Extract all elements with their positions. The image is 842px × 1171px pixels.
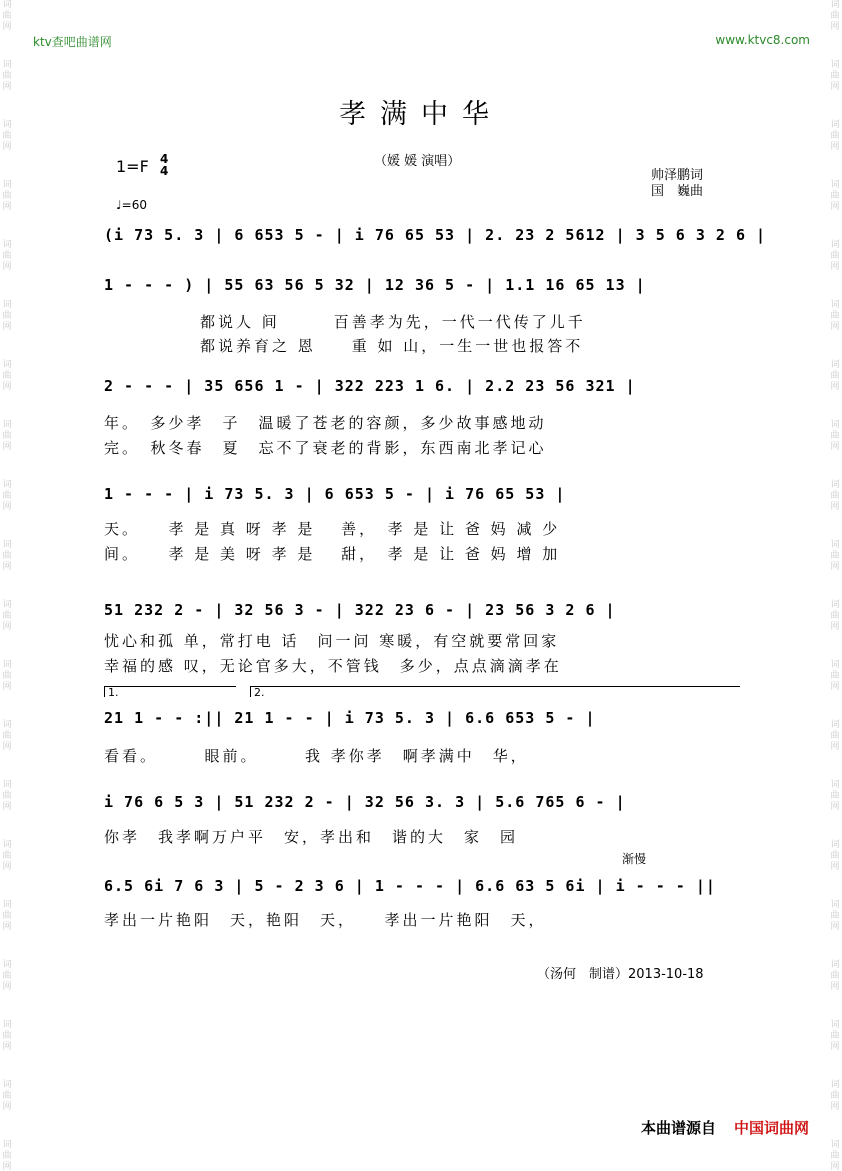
side-watermark-text: 词曲网 [830,900,840,932]
notation-line: 51 232 2 - | 32 56 3 - | 322 23 6 - | 23 56 3 2 6 | [104,601,616,619]
side-watermark-text: 词曲网 [830,840,840,872]
lyricist: 帅泽鹏词 [651,168,704,183]
lyric-line: 天。 孝 是 真 呀 孝 是 善， 孝 是 让 爸 妈 减 少 [104,520,561,538]
staff-row-4 [104,481,740,511]
side-watermark-text: 词曲网 [830,600,840,632]
side-watermark-text: 词曲网 [2,240,12,272]
side-watermark-text: 词曲网 [2,480,12,512]
lyric-line: 都说养育之 恩 重 如 山，一生一世也报答不 [200,337,584,355]
transcription-credit: （汤何 制谱）2013-10-18 [537,967,704,982]
notation-line: 1 - - - | i 73 5. 3 | 6 653 5 - | i 76 65 53 | [104,485,566,503]
lyric-line: 都说人 间 百善孝为先，一代一代传了儿千 [200,313,586,331]
notation-line: (i 73 5. 3 | 6 653 5 - | i 76 65 53 | 2. 23 2 5612 | 3 5 6 3 2 6 | [104,226,767,244]
notation-line: 21 1 - - :|| 21 1 - - | i 73 5. 3 | 6.6 653 5 - | [104,709,596,727]
site-name-left[interactable]: ktv查吧曲谱网 [33,35,112,49]
side-watermark-text: 词曲网 [830,300,840,332]
lyric-line: 你孝 我孝啊万户平 安，孝出和 谐的大 家 园 [104,828,519,846]
side-watermark-text: 词曲网 [2,420,12,452]
lyric-line: 看看。 眼前。 我 孝你孝 啊孝满中 华， [104,747,529,765]
side-watermark-text: 词曲网 [830,960,840,992]
side-watermark-text: 词曲网 [830,780,840,812]
side-watermark-text: 词曲网 [830,60,840,92]
side-watermark-text: 词曲网 [2,120,12,152]
side-watermark-text: 词曲网 [2,1020,12,1052]
staff-row-7 [104,789,740,819]
side-watermark-text: 词曲网 [830,1080,840,1112]
time-signature-top: 4 [160,152,169,166]
left-watermark-strip [0,0,14,1171]
notation-line: i 76 6 5 3 | 51 232 2 - | 32 56 3. 3 | 5.6 765 6 - | [104,793,626,811]
side-watermark-text: 词曲网 [830,120,840,152]
side-watermark-text: 词曲网 [830,240,840,272]
notation-line: 1 - - - ) | 55 63 56 5 32 | 12 36 5 - | 1.1 16 65 13 | [104,276,646,294]
staff-row-3 [104,373,740,403]
right-watermark-strip [828,0,842,1171]
side-watermark-text: 词曲网 [2,780,12,812]
volta-second-ending: 2. [250,686,740,697]
tempo-marking: ♩=60 [116,198,147,212]
staff-row-6 [104,705,740,735]
time-signature-bottom: 4 [160,164,169,178]
side-watermark-text: 词曲网 [830,180,840,212]
performer: （媛 媛 演唱） [374,154,461,169]
footer-source-site[interactable]: 中国词曲网 [733,1119,809,1137]
footer-source-label: 本曲谱源自 [640,1119,716,1137]
notation-line: 2 - - - | 35 656 1 - | 322 223 1 6. | 2.2 23 56 321 | [104,377,636,395]
side-watermark-text: 词曲网 [2,900,12,932]
side-watermark-text: 词曲网 [2,0,12,32]
time-signature [160,153,168,177]
staff-row-2 [104,272,740,302]
side-watermark-text: 词曲网 [2,660,12,692]
side-watermark-text: 词曲网 [830,480,840,512]
side-watermark-text: 词曲网 [2,1140,12,1171]
side-watermark-text: 词曲网 [830,420,840,452]
staff-row-5 [104,597,740,627]
lyric-line: 孝出一片艳阳 天，艳阳 天， 孝出一片艳阳 天， [104,911,547,929]
lyric-line: 完。 秋冬春 夏 忘不了衰老的背影，东西南北孝记心 [104,439,547,457]
side-watermark-text: 词曲网 [2,60,12,92]
tempo-change-mark: 渐慢 [622,852,647,866]
lyric-line: 幸福的感 叹，无论官多大，不管钱 多少，点点滴滴孝在 [104,657,562,675]
staff-row-8 [104,873,740,903]
song-title: 孝满中华 [339,99,503,130]
site-url-right[interactable]: www.ktvc8.com [715,33,810,47]
side-watermark-text: 词曲网 [2,300,12,332]
side-watermark-text: 词曲网 [830,1020,840,1052]
side-watermark-text: 词曲网 [2,600,12,632]
side-watermark-text: 词曲网 [2,960,12,992]
side-watermark-text: 词曲网 [830,0,840,32]
side-watermark-text: 词曲网 [2,840,12,872]
volta-first-ending: 1. [104,686,236,697]
side-watermark-text: 词曲网 [2,360,12,392]
lyric-line: 年。 多少孝 子 温暖了苍老的容颜，多少故事感地动 [104,414,547,432]
side-watermark-text: 词曲网 [2,180,12,212]
staff-row-1 [104,222,767,252]
composer: 国 巍曲 [651,184,704,199]
side-watermark-text: 词曲网 [830,540,840,572]
lyric-line: 间。 孝 是 美 呀 孝 是 甜， 孝 是 让 爸 妈 增 加 [104,545,561,563]
side-watermark-text: 词曲网 [830,360,840,392]
lyric-line: 忧心和孤 单，常打电 话 问一问 寒暖，有空就要常回家 [104,632,560,650]
side-watermark-text: 词曲网 [830,1140,840,1171]
side-watermark-text: 词曲网 [2,720,12,752]
side-watermark-text: 词曲网 [2,540,12,572]
side-watermark-text: 词曲网 [2,1080,12,1112]
key-signature: 1=F [116,157,149,176]
side-watermark-text: 词曲网 [830,660,840,692]
notation-line: 6.5 6i 7 6 3 | 5 - 2 3 6 | 1 - - - | 6.6 63 5 6i | i - - - || [104,877,716,895]
side-watermark-text: 词曲网 [830,720,840,752]
